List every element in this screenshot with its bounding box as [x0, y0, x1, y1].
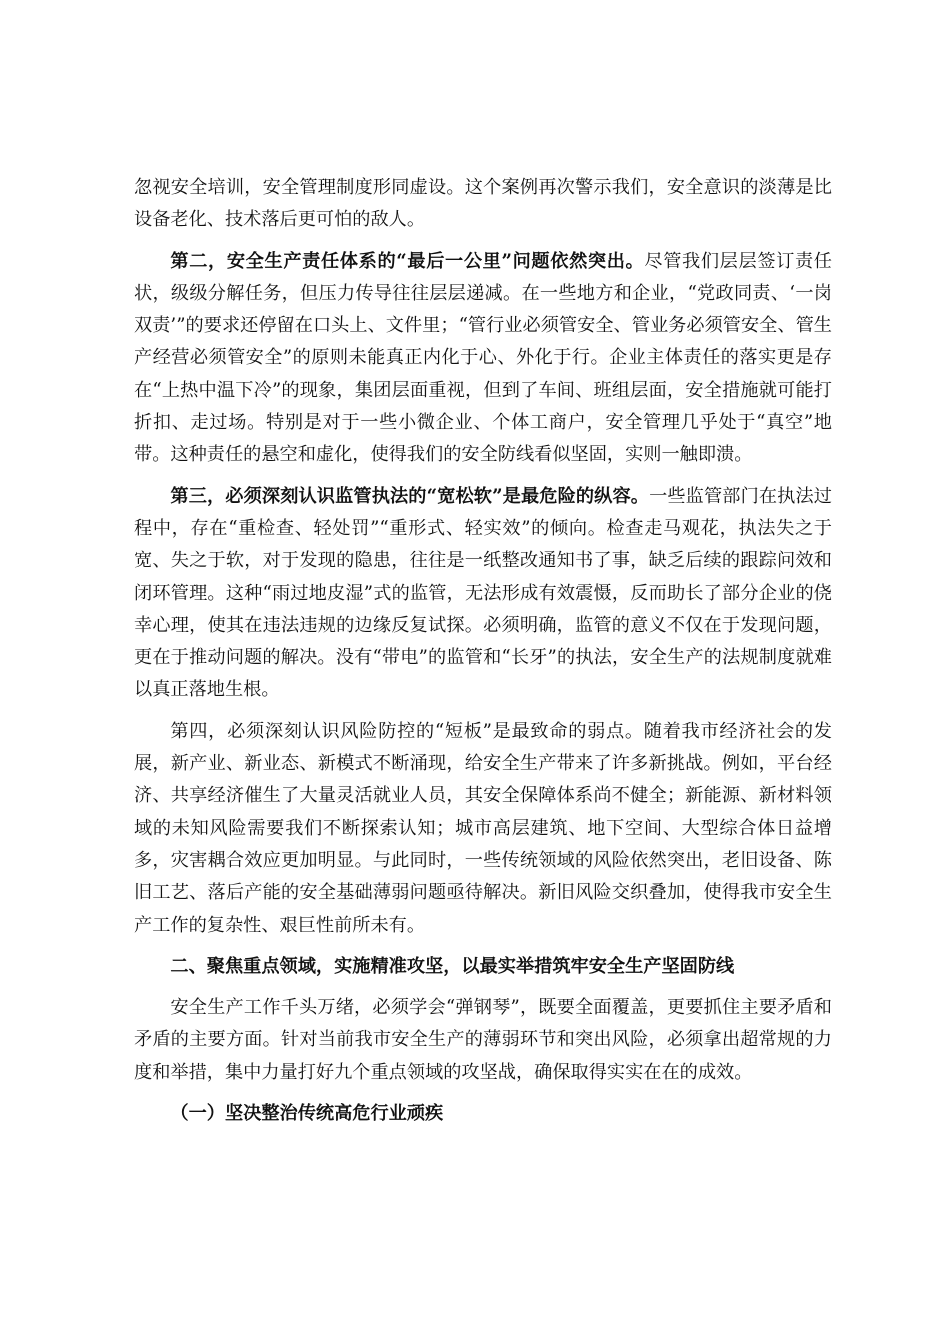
subsection-heading: （一）坚决整治传统高危行业顽疾: [170, 1103, 444, 1125]
paragraph-second-point: [134, 246, 832, 472]
paragraph-body: 一些监管部门在执法过程中，存在“重检查、轻处罚”“重形式、轻实效”的倾向。检查走马观花，执法失之于宽、失之于软，对于发现的隐患，往往是一纸整改通知书了事，缺乏后续的跟踪问效和闭环管理。这种“雨过地皮湿”式的监管，无法形成有效震慑，反而助长了部分企业的侥幸心理，使其在违法违规的边缘反复试探。必须明确，监管的意义不仅在于发现问题，更在于推动问题的解决。没有“带电”的监管和“长牙”的执法，安全生产的法规制度就难以真正落地生根。: [134, 485, 832, 701]
paragraph-body: 尽管我们层层签订责任状，级级分解任务，但压力传导往往层层递减。在一些地方和企业，“党政同责、‘一岗双责’”的要求还停留在口头上、文件里；“管行业必须管安全、管业务必须管安全、管生产经营必须管安全”的原则未能真正内化于心、外化于行。企业主体责任的落实更是存在“上热中温下冷”的现象，集团层面重视，但到了车间、班组层面，安全措施就可能打折扣、走过场。特别是对于一些小微企业、个体工商户，安全管理几乎处于“真空”地带。这种责任的悬空和虚化，使得我们的安全防线看似坚固，实则一触即溃。: [134, 250, 832, 466]
document-page: [134, 172, 832, 1130]
paragraph-third-point: [134, 481, 832, 707]
section-heading: 二、聚焦重点领域，实施精准攻坚，以最实举措筑牢安全生产坚固防线: [170, 955, 735, 977]
paragraph-fourth-point: 第四，必须深刻认识风险防控的“短板”是最致命的弱点。随着我市经济社会的发展，新产业、新业态、新模式不断涌现，给安全生产带来了许多新挑战。例如，平台经济、共享经济催生了大量灵活就业人员，其安全保障体系尚不健全；新能源、新材料领域的未知风险需要我们不断探索认知；城市高层建筑、地下空间、大型综合体日益增多，灾害耦合效应更加明显。与此同时，一些传统领域的风险依然突出，老旧设备、陈旧工艺、落后产能的安全基础薄弱问题亟待解决。新旧风险交织叠加，使得我市安全生产工作的复杂性、艰巨性前所未有。: [134, 720, 832, 936]
paragraph-continuation: 忽视安全培训，安全管理制度形同虚设。这个案例再次警示我们，安全意识的淡薄是比设备老化、技术落后更可怕的敌人。: [134, 177, 832, 231]
paragraph-lead-sentence: 第三，必须深刻认识监管执法的“宽松软”是最危险的纵容。: [170, 485, 650, 507]
paragraph-lead-sentence: 第二，安全生产责任体系的“最后一公里”问题依然突出。: [170, 250, 645, 272]
paragraph-section-intro: 安全生产工作千头万绪，必须学会“弹钢琴”，既要全面覆盖，更要抓住主要矛盾和矛盾的主要方面。针对当前我市安全生产的薄弱环节和突出风险，必须拿出超常规的力度和举措，集中力量打好九个重点领域的攻坚战，确保取得实实在在的成效。: [134, 997, 832, 1083]
